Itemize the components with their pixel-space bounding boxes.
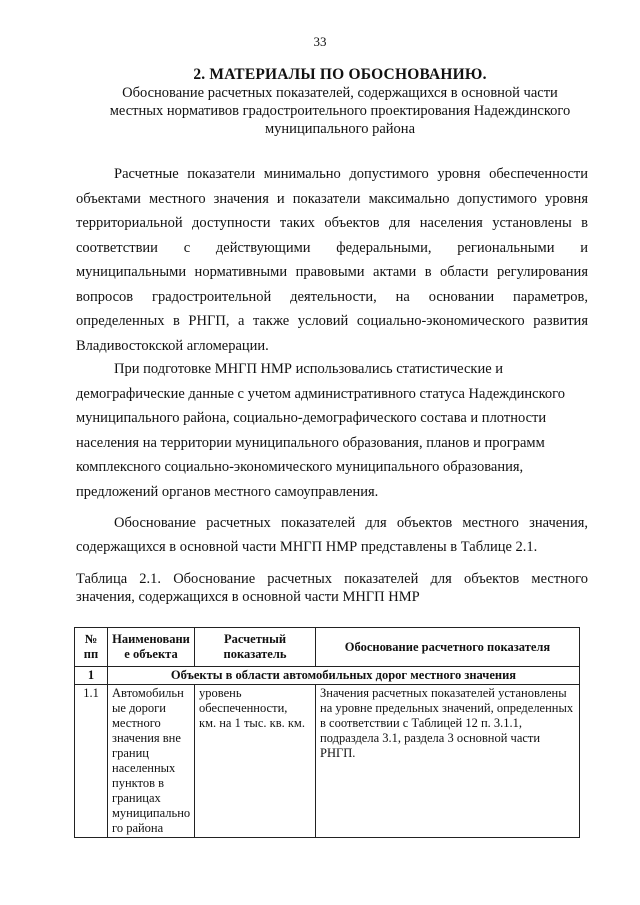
row-number: 1.1 <box>75 685 108 838</box>
paragraph-line: муниципальными нормативными правовыми актами в области регулирования <box>76 264 588 280</box>
section-heading <box>90 66 590 138</box>
paragraph-line: предложений органов местного самоуправления. <box>76 483 379 500</box>
paragraph-line: муниципального района, социально-демографического состава и плотности <box>76 410 547 426</box>
paragraph-line: определенных в РНГП, а также условий социально-экономического развития <box>76 313 588 329</box>
paragraph-calculated-indicators <box>76 162 588 358</box>
section-title: 2. МАТЕРИАЛЫ ПО ОБОСНОВАНИЮ. <box>193 66 487 83</box>
header-indicator: Расчетный показатель <box>195 628 316 667</box>
subtitle-line: местных нормативов градостроительного проектирования Надеждинского <box>109 103 571 119</box>
table-section-row <box>75 667 580 685</box>
paragraph-line: При подготовке МНГП НМР использовались статистические и <box>114 361 504 377</box>
paragraph-line: соответствии с действующими федеральными, региональными и <box>76 239 588 256</box>
paragraph-line: Обоснование расчетных показателей для объектов местного значения, <box>114 515 588 531</box>
table-row <box>75 685 580 838</box>
paragraph-line: вопросов градостроительной деятельности, на основании параметров, <box>76 288 588 305</box>
header-basis: Обоснование расчетного показателя <box>316 628 580 667</box>
paragraph-line: Расчетные показатели минимально допустимого уровня обеспеченности <box>114 166 588 182</box>
indicators-table <box>74 627 580 838</box>
page-number: 33 <box>313 34 327 49</box>
table-header-row <box>75 628 580 667</box>
header-number: № пп <box>75 628 108 667</box>
section-number: 1 <box>75 667 108 685</box>
paragraph-line: населения на территории муниципального образования, планов и программ <box>76 434 545 451</box>
paragraph-data-sources <box>76 357 588 504</box>
paragraph-line: Владивостокской агломерации. <box>76 337 269 354</box>
paragraph-line: территориальной доступности таких объектов для населения установлены в <box>76 215 588 231</box>
row-object-name: Автомобильн ые дороги местного значения вне границ населенных пунктов в границах муниципально го района <box>108 685 195 838</box>
paragraph-line: объектами местного значения и показатели максимально допустимого уровня <box>76 190 588 207</box>
paragraph-table-reference <box>76 512 588 559</box>
section-subtitle <box>90 84 590 138</box>
row-indicator: уровень обеспеченности, км. на 1 тыс. кв. км. <box>195 685 316 838</box>
subtitle-line: Обоснование расчетных показателей, содержащихся в основной части <box>122 85 558 101</box>
paragraph-line: комплексного социально-экономического муниципального образования, <box>76 459 524 475</box>
subtitle-line: муниципального района <box>265 121 415 137</box>
table-caption: Таблица 2.1. Обоснование расчетных показателей для объектов местного значения, содержащихся в основной части МНГП НМР <box>76 571 588 605</box>
row-basis: Значения расчетных показателей установлены на уровне предельных значений, определенных в соответствии с Таблицей 12 п. 3.1.1, подраздела 3.1, раздела 3 основной части РНГП. <box>316 685 580 838</box>
section-title-cell: Объекты в области автомобильных дорог местного значения <box>108 667 580 685</box>
paragraph-line: содержащихся в основной части МНГП НМР представлены в Таблице 2.1. <box>76 538 538 555</box>
paragraph-line: демографические данные с учетом административного статуса Надеждинского <box>76 385 565 402</box>
header-object-name: Наименовани е объекта <box>108 628 195 667</box>
